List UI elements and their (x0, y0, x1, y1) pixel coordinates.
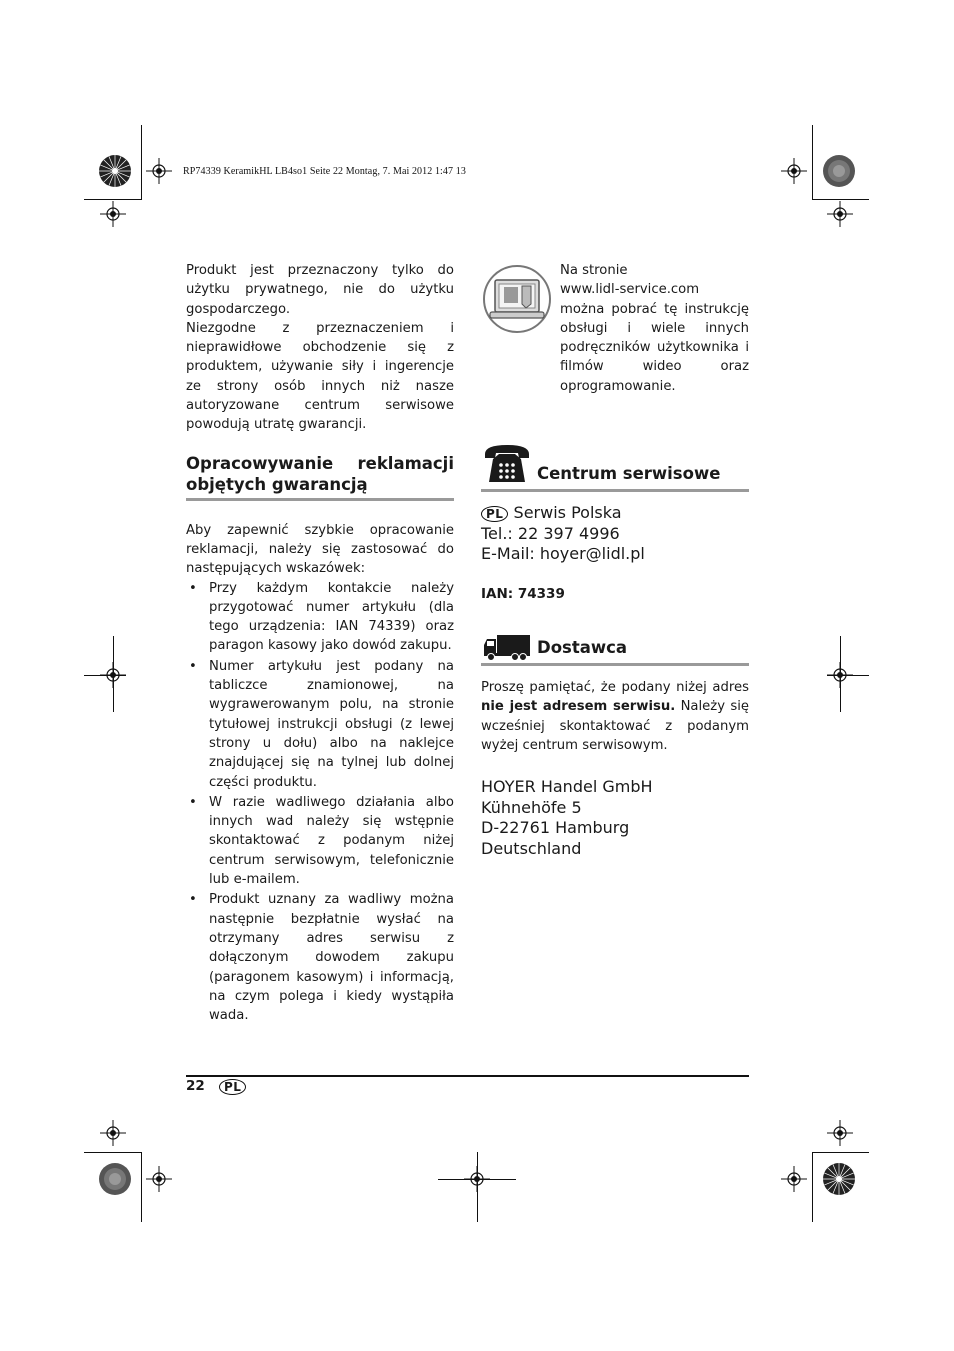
list-item: • Numer artykułu jest podany na tabliczce znamionowej, na wygrawerowanym polu, na stronie tytułowej instrukcji obsługi (z lewej strony u dołu) albo na naklejce znajdującej się na tylnej lub dolnej części produktu. (186, 657, 454, 792)
address-line: HOYER Handel GmbH (481, 777, 653, 796)
registration-mark-icon (781, 158, 807, 184)
computer-download-icon (482, 264, 552, 334)
registration-mark-icon (146, 1166, 172, 1192)
service-contact (481, 503, 749, 565)
list-item: • Produkt uznany za wadliwy można następnie bezpłatnie wysłać na otrzymany adres serwisu z dołączonym dowodem zakupu (paragonem kasowym) i informacją, na czym polega i kiedy wystąpiła wada. (186, 890, 454, 1025)
address-line: Kühnehöfe 5 (481, 797, 582, 817)
list-item: • Przy każdym kontakcie należy przygotować numer artykułu (dla tego urządzenia: IAN 74339) oraz paragon kasowy jako dowód zakupu. (186, 579, 454, 656)
crop-mark-icon (141, 125, 142, 200)
supplier-note-text: Należy się wcześniej skontaktować z podanym wyżej centrum serwisowym. (481, 699, 749, 753)
supplier-heading: Dostawca (537, 638, 628, 657)
crop-mark-icon (84, 675, 126, 676)
crop-mark-icon (84, 199, 141, 200)
service-name: Serwis Polska (513, 503, 622, 522)
download-info (560, 261, 749, 396)
crop-mark-icon (812, 1152, 869, 1153)
service-phone: Tel.: 22 397 4996 (481, 523, 620, 543)
footer-rule (186, 1075, 749, 1077)
supplier-address (481, 777, 749, 859)
service-email-link[interactable]: E-Mail: hoyer@lidl.pl (481, 544, 645, 563)
page-number: 22 (186, 1078, 205, 1094)
supplier-note (481, 678, 749, 755)
supplier-note-text: Proszę pamiętać, że podany niżej adres (481, 680, 749, 695)
crop-mark-icon (827, 675, 869, 676)
color-wheel-icon (822, 154, 856, 188)
ian-number: IAN: 74339 (481, 586, 565, 602)
download-description: można pobrać tę instrukcję obsługi i wiele innych podręczników użytkownika i filmów wideo oraz oprogramowanie. (560, 301, 749, 394)
registration-mark-icon (100, 201, 126, 227)
color-wheel-icon (98, 1162, 132, 1196)
crop-mark-icon (84, 1152, 141, 1153)
country-badge: PL (481, 506, 508, 522)
download-url-link[interactable]: www.lidl-service.com (560, 282, 700, 298)
address-line: D-22761 Hamburg (481, 818, 630, 837)
truck-icon (483, 634, 531, 661)
left-column (186, 261, 454, 1026)
warranty-loss-paragraph: Niezgodne z przeznaczeniem i nieprawidłowe obchodzenie się z produktem, używanie siły i ingerencje ze strony osób innych niż nasze autoryzowane centrum serwisowe powodują utratę gwarancji. (186, 320, 454, 433)
section-rule (481, 489, 749, 492)
crop-mark-icon (141, 1152, 142, 1222)
crop-mark-icon (840, 636, 841, 712)
registration-mark-icon (827, 1120, 853, 1146)
section-rule (481, 663, 749, 666)
color-wheel-icon (98, 154, 132, 188)
claims-lead-paragraph: Aby zapewnić szybkie opracowanie reklamacji, należy się zastosować do następujących wskazówek: (186, 522, 454, 577)
claims-instructions-list (186, 579, 454, 1026)
crop-mark-icon (812, 199, 869, 200)
print-slug: RP74339 KeramikHL LB4so1 Seite 22 Montag, 7. Mai 2012 1:47 13 (183, 166, 466, 177)
color-wheel-icon (822, 1162, 856, 1196)
registration-mark-icon (146, 158, 172, 184)
telephone-icon (483, 442, 531, 484)
service-center-heading: Centrum serwisowe (537, 464, 721, 483)
intro-paragraph: Produkt jest przeznaczony tylko do użytku prywatnego, nie do użytku gospodarczego. (186, 263, 454, 317)
crop-mark-icon (477, 1152, 478, 1222)
language-badge: PL (219, 1079, 246, 1095)
crop-mark-icon (812, 125, 813, 200)
download-intro: Na stronie (560, 263, 628, 278)
list-item: • W razie wadliwego działania albo innych wad należy się wstępnie skontaktować z podanym niżej centrum serwisowym, telefonicznie lub e-mailem. (186, 793, 454, 889)
address-line: Deutschland (481, 838, 582, 858)
crop-mark-icon (438, 1179, 516, 1180)
supplier-note-emphasis: nie jest adresem serwisu. (481, 699, 676, 715)
crop-mark-icon (812, 1152, 813, 1222)
registration-mark-icon (827, 201, 853, 227)
registration-mark-icon (781, 1166, 807, 1192)
crop-mark-icon (113, 636, 114, 712)
warranty-claims-heading: Opracowywanie reklamacji objętych gwarancją (186, 453, 454, 501)
registration-mark-icon (100, 1120, 126, 1146)
